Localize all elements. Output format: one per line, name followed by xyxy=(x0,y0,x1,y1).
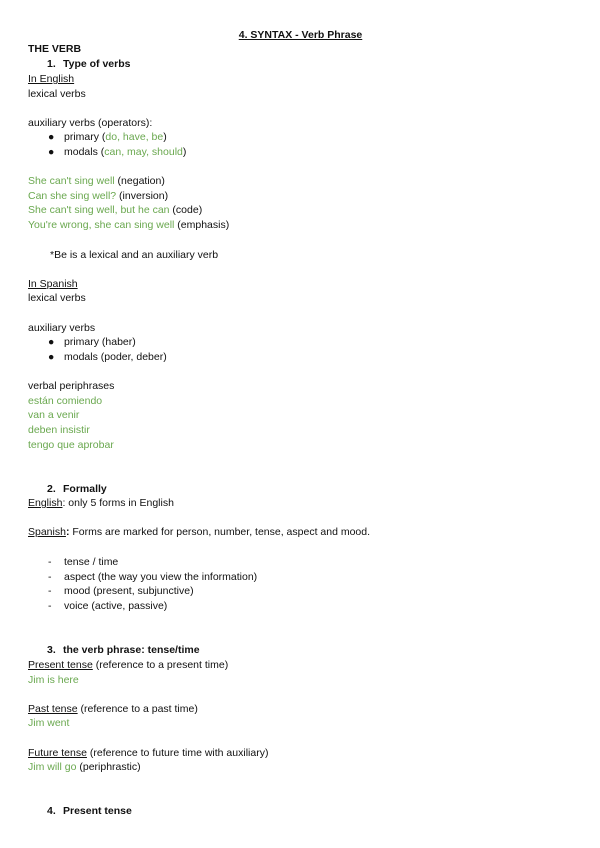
periphrasis-example: tengo que aprobar xyxy=(28,439,114,451)
example-line: She can't sing well (negation) xyxy=(28,175,165,187)
section-heading: THE VERB xyxy=(28,43,82,55)
periphrasis-example: van a venir xyxy=(28,409,80,421)
list-item-spanish-modals: ● modals (poder, deber) xyxy=(48,351,167,363)
label-in-english: In English xyxy=(28,73,75,85)
dash-item: - voice (active, passive) xyxy=(48,600,168,612)
dash-item: - tense / time xyxy=(48,556,119,568)
text-spanish-forms: Spanish: Forms are marked for person, number, tense, aspect and mood. xyxy=(28,526,371,538)
heading-tense-time: 3. the verb phrase: tense/time xyxy=(47,644,200,656)
text-verbal-periphrases: verbal periphrases xyxy=(28,380,115,392)
list-item-primary: ● primary (do, have, be) xyxy=(48,131,167,143)
text-past-tense: Past tense (reference to a past time) xyxy=(28,703,198,715)
example-line: You're wrong, she can sing well (emphasis) xyxy=(28,219,230,231)
page-title: 4. SYNTAX - Verb Phrase xyxy=(238,29,363,41)
example-past: Jim went xyxy=(28,717,70,729)
note-be-verb: *Be is a lexical and an auxiliary verb xyxy=(50,249,219,261)
heading-type-of-verbs: 1. Type of verbs xyxy=(47,58,131,70)
text-english-forms: English: only 5 forms in English xyxy=(28,497,174,509)
list-item-modals: ● modals (can, may, should) xyxy=(48,146,187,158)
periphrasis-example: deben insistir xyxy=(28,424,90,436)
heading-present-tense: 4. Present tense xyxy=(47,805,132,817)
heading-formally: 2. Formally xyxy=(47,483,107,495)
dash-item: - mood (present, subjunctive) xyxy=(48,585,194,597)
example-future: Jim will go (periphrastic) xyxy=(28,761,141,773)
list-item-spanish-primary: ● primary (haber) xyxy=(48,336,136,348)
dash-item: - aspect (the way you view the information) xyxy=(48,571,258,583)
periphrasis-example: están comiendo xyxy=(28,395,103,407)
label-in-spanish: In Spanish xyxy=(28,278,78,290)
text-future-tense: Future tense (reference to future time with auxiliary) xyxy=(28,747,269,759)
text-spanish-lexical: lexical verbs xyxy=(28,292,86,304)
text-auxiliary-verbs: auxiliary verbs (operators): xyxy=(28,117,153,129)
example-line: She can't sing well, but he can (code) xyxy=(28,204,203,216)
text-present-tense: Present tense (reference to a present time) xyxy=(28,659,229,671)
example-line: Can she sing well? (inversion) xyxy=(28,190,169,202)
text-lexical-verbs: lexical verbs xyxy=(28,88,86,100)
example-present: Jim is here xyxy=(28,674,79,686)
text-spanish-auxiliary: auxiliary verbs xyxy=(28,322,96,334)
